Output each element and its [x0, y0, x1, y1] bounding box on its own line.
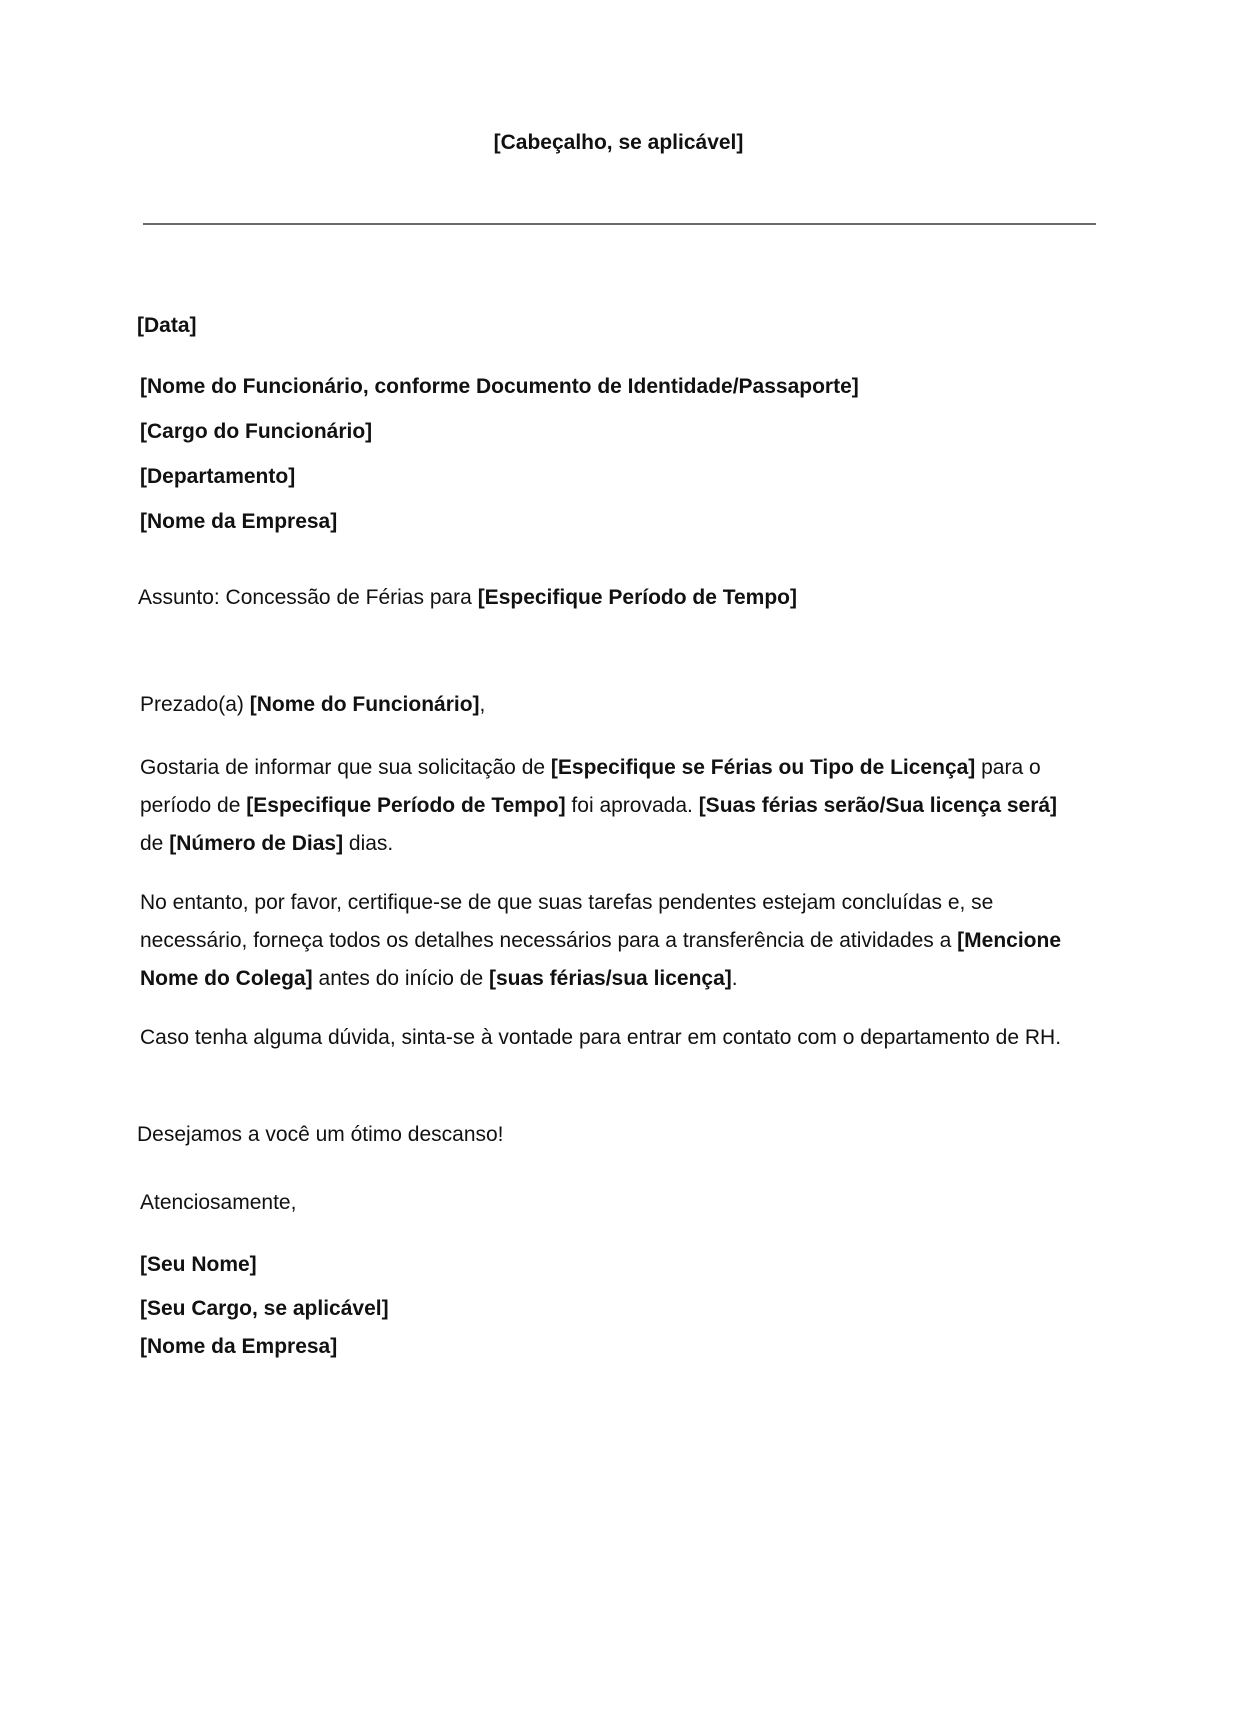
- signature-position: [Seu Cargo, se aplicável]: [140, 1297, 389, 1320]
- p1-text-4: de: [140, 832, 170, 855]
- wishes-line: Desejamos a você um ótimo descanso!: [137, 1123, 504, 1146]
- p2-text-1: No entanto, por favor, certifique-se de que suas tarefas pendentes estejam concluídas e, se necessário, forneça todos os detalhes necessários para a transferência de atividades a: [140, 891, 994, 952]
- signature-company: [Nome da Empresa]: [140, 1335, 338, 1358]
- p1-leave-type: [Especifique se Férias ou Tipo de Licença]: [550, 756, 976, 779]
- p2-text-3: .: [731, 967, 738, 990]
- subject-label: Assunto: Concessão de Férias para: [138, 586, 478, 609]
- recipient-name: [Nome do Funcionário, conforme Documento de Identidade/Passaporte]: [140, 375, 859, 398]
- p2-leave-phrase: [suas férias/sua licença]: [488, 967, 732, 990]
- closing-line: Atenciosamente,: [140, 1191, 297, 1214]
- p1-period: [Especifique Período de Tempo]: [246, 794, 566, 817]
- p1-text-3: foi aprovada.: [565, 794, 699, 817]
- recipient-company: [Nome da Empresa]: [140, 510, 338, 533]
- p1-number-of-days: [Número de Dias]: [169, 832, 344, 855]
- greeting-comma: ,: [479, 693, 486, 716]
- p2-colleague-name: [Mencione Nome do Colega]: [140, 929, 1061, 990]
- body-paragraph-handover: [140, 884, 1080, 998]
- header-divider: [143, 223, 1096, 225]
- p1-text-1: Gostaria de informar que sua solicitação de: [140, 756, 551, 779]
- p1-text-2: para o período de: [140, 756, 1041, 817]
- greeting-salutation: Prezado(a): [140, 693, 250, 716]
- greeting: [140, 693, 485, 717]
- recipient-department: [Departamento]: [140, 465, 296, 488]
- recipient-position: [Cargo do Funcionário]: [140, 420, 373, 443]
- signature-name: [Seu Nome]: [140, 1253, 257, 1276]
- subject-period: [Especifique Período de Tempo]: [477, 586, 798, 609]
- body-paragraph-approval: [140, 749, 1080, 863]
- p1-text-5: dias.: [343, 832, 394, 855]
- header-title: [Cabeçalho, se aplicável]: [493, 131, 744, 154]
- subject-line: [138, 586, 797, 610]
- body-paragraph-contact: Caso tenha alguma dúvida, sinta-se à vontade para entrar em contato com o departamento de RH.: [140, 1026, 1062, 1049]
- letter-date: [Data]: [137, 314, 197, 337]
- greeting-name: [Nome do Funcionário]: [249, 693, 480, 716]
- p2-text-2: antes do início de: [312, 967, 489, 990]
- p1-leave-phrase: [Suas férias serão/Sua licença será]: [698, 794, 1058, 817]
